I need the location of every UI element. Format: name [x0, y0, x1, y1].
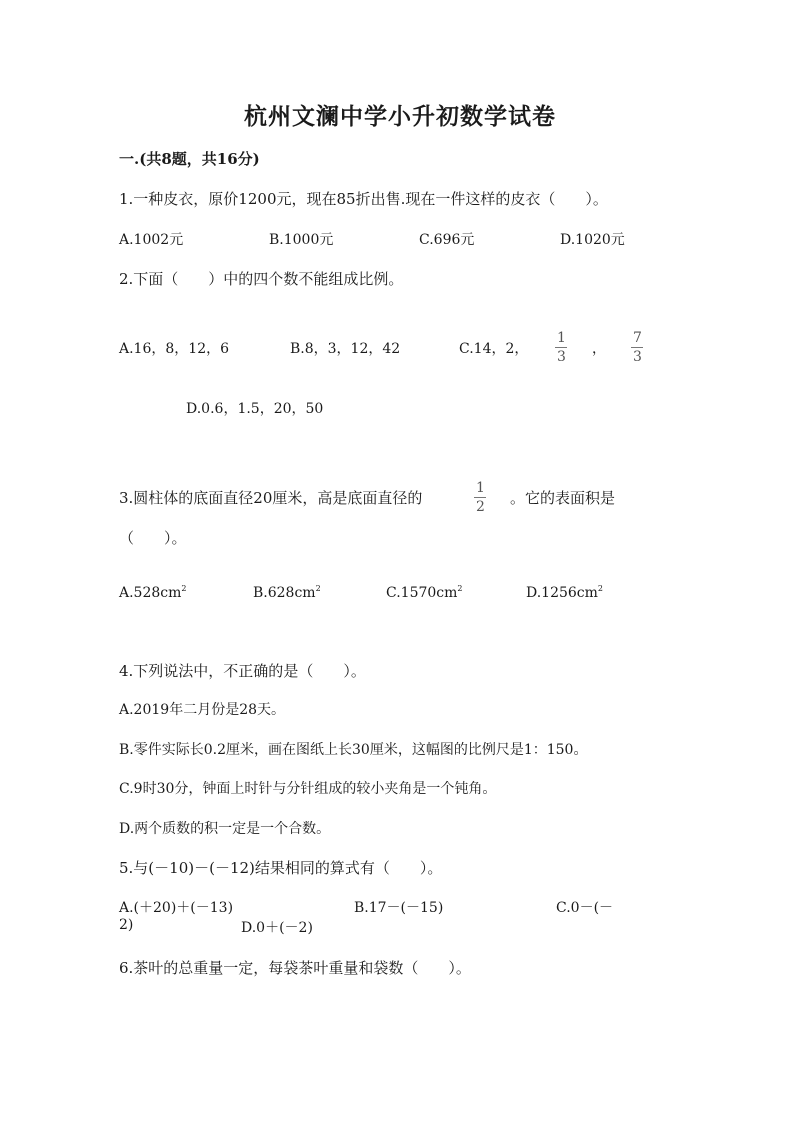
question-1-text: 1.一种皮衣，原价1200元，现在85折出售.现在一件这样的皮衣（ ）。	[119, 190, 608, 208]
fraction-denominator: 3	[557, 349, 566, 365]
question-3-option-d	[526, 584, 603, 601]
question-2-fraction-seven-thirds	[631, 331, 644, 364]
section-heading: 一.(共8题，共16分)	[119, 150, 260, 168]
page-title: 杭州文澜中学小升初数学试卷	[244, 103, 556, 130]
question-5-option-c: C.0－(－	[556, 900, 614, 916]
question-3-option-c	[386, 584, 463, 601]
option-value: C.1570cm	[386, 585, 458, 601]
question-5-option-a: A.(＋20)＋(－13)	[119, 900, 234, 916]
question-4-option-c: C.9时30分，钟面上时针与分针组成的较小夹角是一个钝角。	[119, 781, 497, 797]
question-3-text: 3.圆柱体的底面直径20厘米，高是底面直径的	[119, 489, 423, 507]
question-2-separator: ，	[592, 341, 606, 357]
question-4-option-a: A.2019年二月份是28天。	[119, 702, 286, 718]
option-value: D.1256cm	[526, 585, 598, 601]
question-2-fraction-one-third	[555, 331, 568, 364]
option-value: A.528cm	[119, 585, 182, 601]
unit-superscript: 2	[181, 584, 187, 593]
question-1-option-d: D.1020元	[560, 232, 625, 248]
question-3-fraction-one-half	[474, 481, 487, 514]
fraction-numerator: 1	[557, 330, 566, 346]
question-2-option-d: D.0.6，1.5，20，50	[186, 401, 324, 417]
question-2-option-b: B.8，3，12，42	[290, 341, 401, 357]
question-5-option-b: B.17－(－15)	[354, 900, 444, 916]
question-2-option-a: A.16，8，12，6	[119, 341, 230, 357]
unit-superscript: 2	[315, 584, 321, 593]
question-4-text: 4.下列说法中，不正确的是（ ）。	[119, 662, 366, 680]
question-3-option-b	[253, 584, 321, 601]
question-5-option-d: D.0＋(－2)	[241, 920, 313, 936]
option-value: B.628cm	[253, 585, 316, 601]
question-3-text-continued: 。它的表面积是	[510, 489, 616, 507]
fraction-denominator: 2	[476, 499, 485, 515]
question-1-option-a: A.1002元	[119, 232, 184, 248]
unit-superscript: 2	[597, 584, 604, 593]
fraction-numerator: 1	[476, 480, 485, 496]
question-4-option-b: B.零件实际长0.2厘米，画在图纸上长30厘米，这幅图的比例尺是1：150。	[119, 742, 588, 758]
question-3-option-a	[119, 584, 187, 601]
question-5-text: 5.与(－10)－(－12)结果相同的算式有（ ）。	[119, 859, 443, 877]
question-6-text: 6.茶叶的总重量一定，每袋茶叶重量和袋数（ ）。	[119, 959, 471, 977]
question-3-answer-blank: （ ）。	[119, 529, 187, 547]
question-1-option-c: C.696元	[419, 232, 475, 248]
question-2-option-c: C.14，2，	[459, 341, 529, 357]
question-5-option-c-continued: 2)	[119, 917, 134, 933]
question-2-text: 2.下面（ ）中的四个数不能组成比例。	[119, 270, 404, 288]
fraction-denominator: 3	[633, 349, 642, 365]
unit-superscript: 2	[457, 584, 463, 593]
question-4-option-d: D.两个质数的积一定是一个合数。	[119, 821, 331, 837]
fraction-numerator: 7	[633, 330, 642, 346]
question-1-option-b: B.1000元	[269, 232, 334, 248]
